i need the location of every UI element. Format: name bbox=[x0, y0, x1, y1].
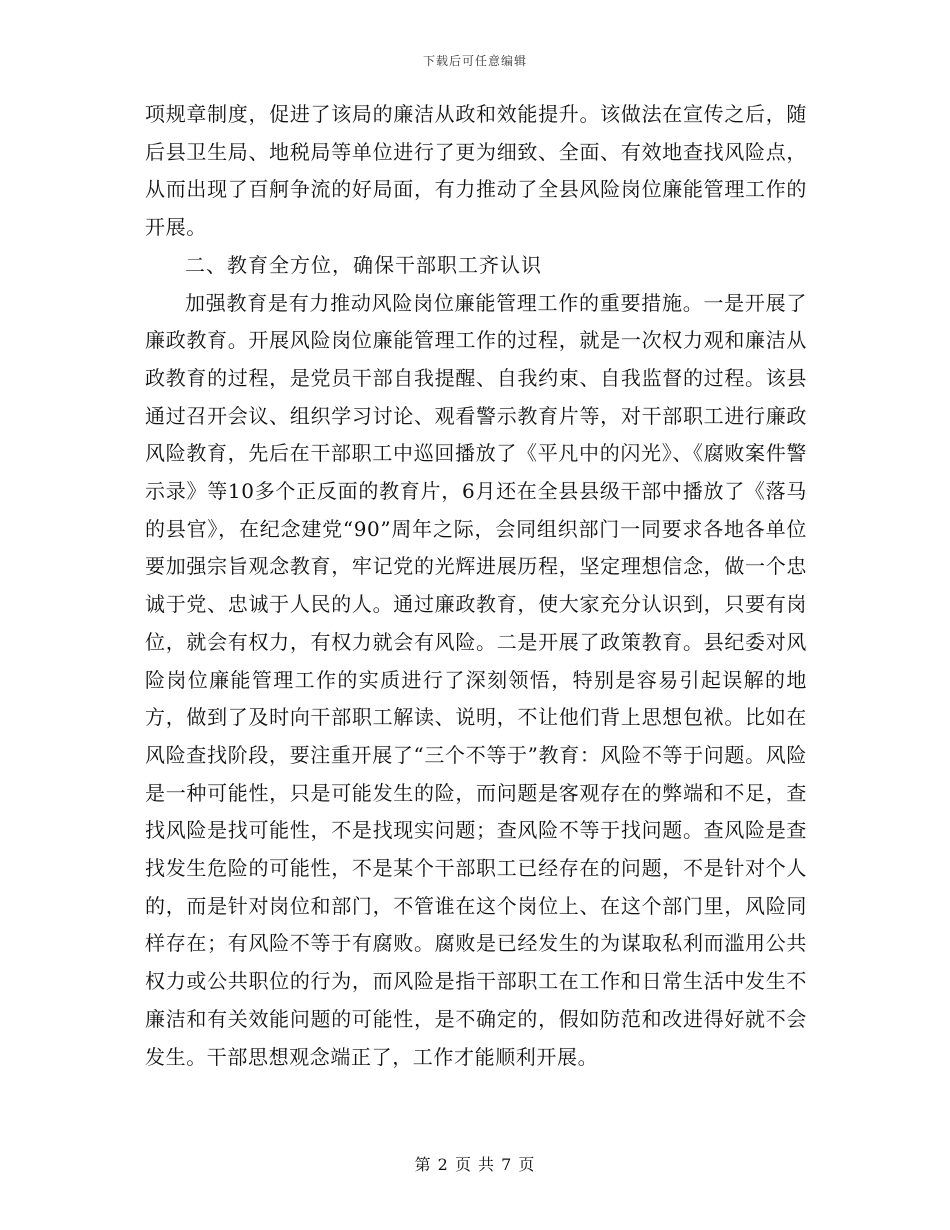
footer-middle: 页 共 bbox=[454, 1155, 496, 1174]
section-heading: 二、教育全方位，确保干部职工齐认识 bbox=[185, 252, 542, 277]
body-paragraph: 加强教育是有力推动风险岗位廉能管理工作的重要措施。一是开展了廉政教育。开展风险岗位廉能管理工作的过程，就是一次权力观和廉洁从政教育的过程，是党员干部自我提醒、自我约束、自我监督的过程。该县通过召开会议、组织学习讨论、观看警示教育片等，对干部职工进行廉政风险教育，先后在干部职工中巡回播放了《平凡中的闪光》、《腐败案件警示录》等10多个正反面的教育片，6月还在全县县级干部中播放了《落马的县官》，在纪念建党“90”周年之际，会同组织部门一同要求各地各单位要加强宗旨观念教育，牢记党的光辉进展历程，坚定理想信念，做一个忠诚于党、忠诚于人民的人。通过廉政教育，使大家充分认识到，只要有岗位，就会有权力，有权力就会有风险。二是开展了政策教育。县纪委对风险岗位廉能管理工作的实质进行了深刻领悟，特别是容易引起误解的地方，做到了及时向干部职工解读、说明，不让他们背上思想包袱。比如在风险查找阶段，要注重开展了“三个不等于”教育：风险不等于问题。风险是一种可能性，只是可能发生的险，而问题是客观存在的弊端和不足，查找风险是找可能性，不是找现实问题；查风险不等于找问题。查风险是查找发生危险的可能性，不是某个干部职工已经存在的问题，不是针对个人的，而是针对岗位和部门，不管谁在这个岗位上、在这个部门里，风险同样存在；有风险不等于有腐败。腐败是已经发生的为谋取私利而滥用公共权力或公共职位的行为，而风险是指干部职工在工作和日常生活中发生不廉洁和有关效能问题的可能性，是不确定的，假如防范和改进得好就不会发生。干部思想观念端正了，工作才能顺利开展。 bbox=[145, 290, 807, 1069]
footer-prefix: 第 bbox=[414, 1155, 432, 1174]
footer-suffix: 页 bbox=[518, 1155, 536, 1174]
page-header: 下载后可任意编辑 bbox=[422, 54, 527, 68]
footer-page-number: 2 bbox=[437, 1155, 449, 1174]
document-body bbox=[145, 96, 807, 1076]
continuation-paragraph: 项规章制度，促进了该局的廉洁从政和效能提升。该做法在宣传之后，随后县卫生局、地税局等单位进行了更为细致、全面、有效地查找风险点，从而出现了百舸争流的好局面，有力推动了全县风险岗位廉能管理工作的开展。 bbox=[145, 102, 807, 240]
footer-total-pages: 7 bbox=[501, 1155, 513, 1174]
page-footer bbox=[0, 1152, 950, 1175]
